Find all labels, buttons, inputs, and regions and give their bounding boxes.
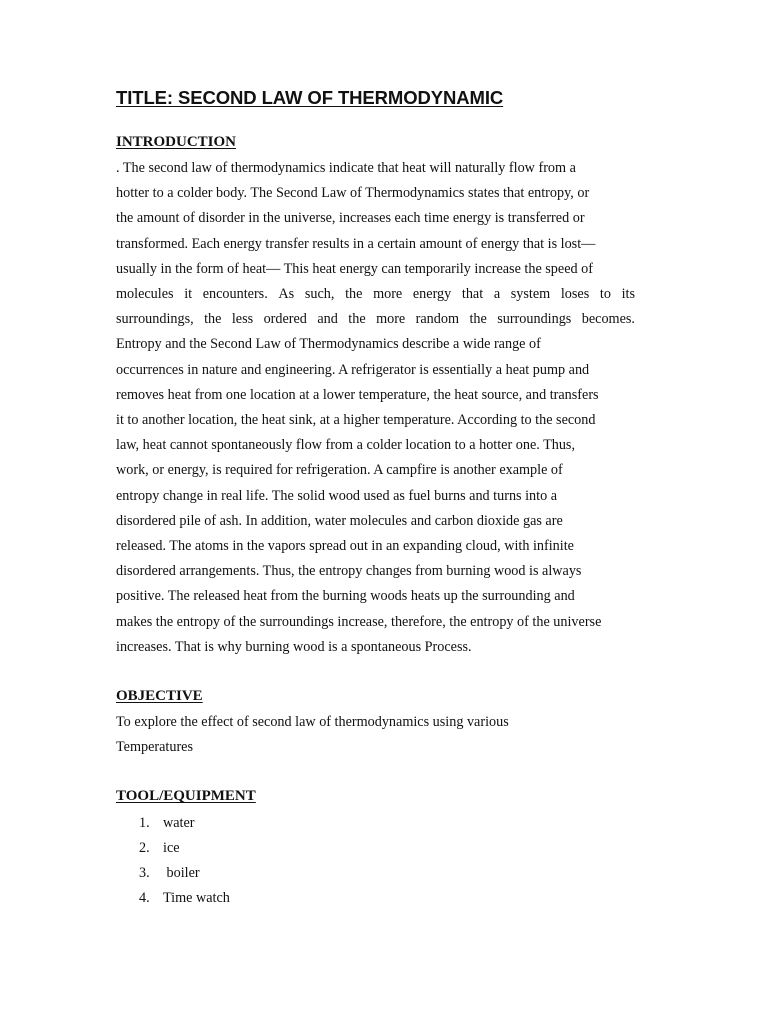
document-title: TITLE: SECOND LAW OF THERMODYNAMIC (116, 87, 504, 108)
word: random (415, 311, 459, 328)
introduction-line: makes the entropy of the surroundings increase, therefore, the entropy of the universe (116, 613, 602, 630)
introduction-line: usually in the form of heat— This heat energy can temporarily increase the speed of (116, 260, 593, 277)
word: the (204, 311, 222, 328)
list-item-label: boiler (163, 865, 200, 881)
objective-paragraph (116, 710, 656, 760)
objective-line: To explore the effect of second law of thermodynamics using various (116, 714, 509, 730)
word: As (278, 286, 295, 303)
word: surroundings (497, 311, 572, 328)
introduction-line: disordered pile of ash. In addition, water molecules and carbon dioxide gas are (116, 512, 563, 529)
word: more (376, 311, 406, 328)
word: its (621, 286, 635, 303)
introduction-paragraph (116, 156, 656, 660)
introduction-line: transformed. Each energy transfer results in a certain amount of energy that is lost— (116, 235, 596, 252)
word: energy (412, 286, 452, 303)
list-item-label: water (163, 815, 195, 831)
word: it (184, 286, 193, 303)
word: such, (304, 286, 335, 303)
word: encounters. (202, 286, 268, 303)
introduction-line: removes heat from one location at a lower temperature, the heat source, and transfers (116, 386, 599, 403)
objective-heading: OBJECTIVE (116, 688, 203, 704)
introduction-line: disordered arrangements. Thus, the entropy changes from burning wood is always (116, 563, 582, 580)
introduction-line: entropy change in real life. The solid wood used as fuel burns and turns into a (116, 487, 558, 504)
introduction-line: work, or energy, is required for refrigeration. A campfire is another example of (116, 462, 563, 479)
word: ordered (263, 311, 307, 328)
word: less (231, 311, 254, 328)
introduction-line: increases. That is why burning wood is a spontaneous Process. (116, 638, 472, 655)
introduction-line: hotter to a colder body. The Second Law of Thermodynamics states that entropy, or (116, 185, 590, 202)
list-item-number: 2. (139, 840, 150, 856)
word: the (348, 311, 366, 328)
introduction-line: law, heat cannot spontaneously flow from a colder location to a hotter one. Thus, (116, 437, 575, 454)
word: loses (560, 286, 590, 303)
word: system (510, 286, 551, 303)
list-item-label: Time watch (163, 890, 230, 906)
introduction-line: occurrences in nature and engineering. A refrigerator is essentially a heat pump and (116, 361, 590, 378)
word: becomes. (581, 311, 635, 328)
introduction-line: positive. The released heat from the burning woods heats up the surrounding and (116, 588, 575, 605)
objective-line: Temperatures (116, 739, 193, 756)
list-item-label: ice (163, 840, 180, 856)
equipment-heading: TOOL/EQUIPMENT (116, 788, 256, 804)
word: to (599, 286, 611, 303)
word: that (461, 286, 484, 303)
introduction-line: Entropy and the Second Law of Thermodynamics describe a wide range of (116, 336, 541, 353)
word: a (493, 286, 501, 303)
list-item-number: 1. (139, 815, 150, 831)
word: the (469, 311, 487, 328)
list-item-number: 4. (139, 890, 150, 906)
word: the (345, 286, 363, 303)
word: surroundings, (116, 311, 194, 328)
introduction-line (116, 282, 635, 307)
list-item-number: 3. (139, 865, 150, 881)
word: molecules (116, 286, 174, 303)
word: more (373, 286, 403, 303)
introduction-line (116, 307, 635, 332)
introduction-line: . The second law of thermodynamics indicate that heat will naturally flow from a (116, 160, 576, 176)
introduction-heading: INTRODUCTION (116, 134, 237, 150)
word: and (317, 311, 338, 328)
introduction-line: it to another location, the heat sink, at a higher temperature. According to the second (116, 412, 596, 429)
introduction-line: the amount of disorder in the universe, increases each time energy is transferred or (116, 210, 585, 227)
introduction-line: released. The atoms in the vapors spread out in an expanding cloud, with infinite (116, 538, 574, 555)
